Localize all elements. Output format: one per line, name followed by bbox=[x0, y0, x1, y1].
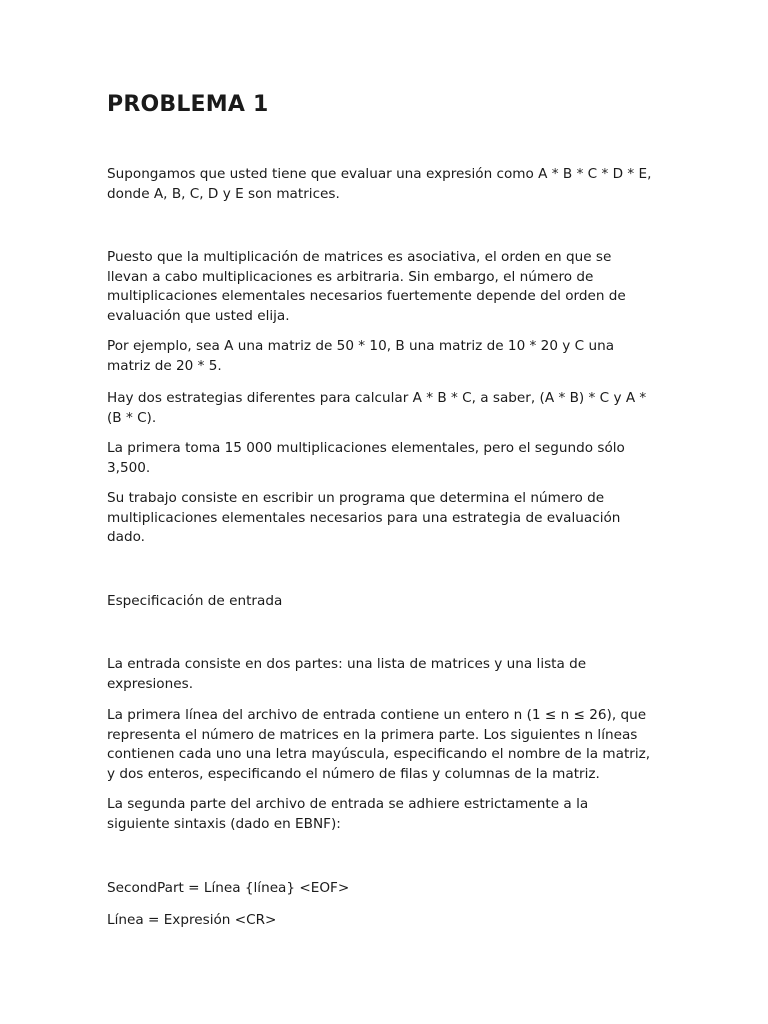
paragraph-second-part bbox=[107, 795, 667, 834]
paragraph-line: La primera toma 15 000 multiplicaciones elementales, pero el segundo sólo bbox=[107, 440, 625, 456]
paragraph-line: y dos enteros, especificando el número de filas y columnas de la matriz. bbox=[107, 765, 600, 782]
paragraph-input-parts bbox=[107, 655, 667, 694]
paragraph-associativity bbox=[107, 248, 667, 326]
paragraph-line: La primera línea del archivo de entrada contiene un entero n (1 ≤ n ≤ 26), que bbox=[107, 707, 647, 723]
paragraph-line: Hay dos estrategias diferentes para calcular A * B * C, a saber, (A * B) * C y A * bbox=[107, 390, 647, 406]
paragraph-line: matriz de 20 * 5. bbox=[107, 357, 222, 374]
grammar-rule-linea bbox=[107, 911, 667, 931]
paragraph-line: llevan a cabo multiplicaciones es arbitraria. Sin embargo, el número de bbox=[107, 268, 594, 285]
paragraph-line: La entrada consiste en dos partes: una lista de matrices y una lista de bbox=[107, 656, 587, 672]
paragraph-line: Especificación de entrada bbox=[107, 593, 283, 609]
paragraph-line: expresiones. bbox=[107, 675, 194, 692]
paragraph-strategies bbox=[107, 389, 667, 428]
paragraph-first-part bbox=[107, 706, 667, 784]
paragraph-line: Supongamos que usted tiene que evaluar una expresión como A * B * C * D * E, bbox=[107, 166, 652, 182]
paragraph-task bbox=[107, 489, 667, 548]
paragraph-line: Su trabajo consiste en escribir un programa que determina el número de bbox=[107, 490, 605, 506]
paragraph-costs bbox=[107, 439, 667, 478]
paragraph-line: Por ejemplo, sea A una matriz de 50 * 10, B una matriz de 10 * 20 y C una bbox=[107, 338, 615, 354]
paragraph-line: evaluación que usted elija. bbox=[107, 307, 290, 324]
paragraph-line: representa el número de matrices en la primera parte. Los siguientes n líneas bbox=[107, 726, 638, 743]
paragraph-line: (B * C). bbox=[107, 409, 157, 426]
paragraph-line: SecondPart = Línea {línea} <EOF> bbox=[107, 880, 350, 896]
grammar-rule-secondpart bbox=[107, 879, 667, 899]
paragraph-line: multiplicaciones elementales necesarios para una estrategia de evaluación bbox=[107, 509, 621, 526]
paragraph-line: dado. bbox=[107, 529, 145, 545]
paragraph-example bbox=[107, 337, 667, 376]
paragraph-expression-intro bbox=[107, 165, 667, 204]
paragraph-line: donde A, B, C, D y E son matrices. bbox=[107, 185, 340, 202]
paragraph-line: La segunda parte del archivo de entrada se adhiere estrictamente a la bbox=[107, 796, 589, 812]
section-heading-input-spec bbox=[107, 592, 667, 612]
paragraph-line: Línea = Expresión <CR> bbox=[107, 912, 277, 928]
paragraph-line: Puesto que la multiplicación de matrices es asociativa, el orden en que se bbox=[107, 249, 612, 265]
page-title: PROBLEMA 1 bbox=[107, 92, 269, 117]
paragraph-line: siguiente sintaxis (dado en EBNF): bbox=[107, 815, 341, 832]
paragraph-line: 3,500. bbox=[107, 459, 151, 476]
paragraph-line: contienen cada uno una letra mayúscula, especificando el nombre de la matriz, bbox=[107, 746, 651, 762]
paragraph-line: multiplicaciones elementales necesarios fuertemente depende del orden de bbox=[107, 288, 626, 304]
